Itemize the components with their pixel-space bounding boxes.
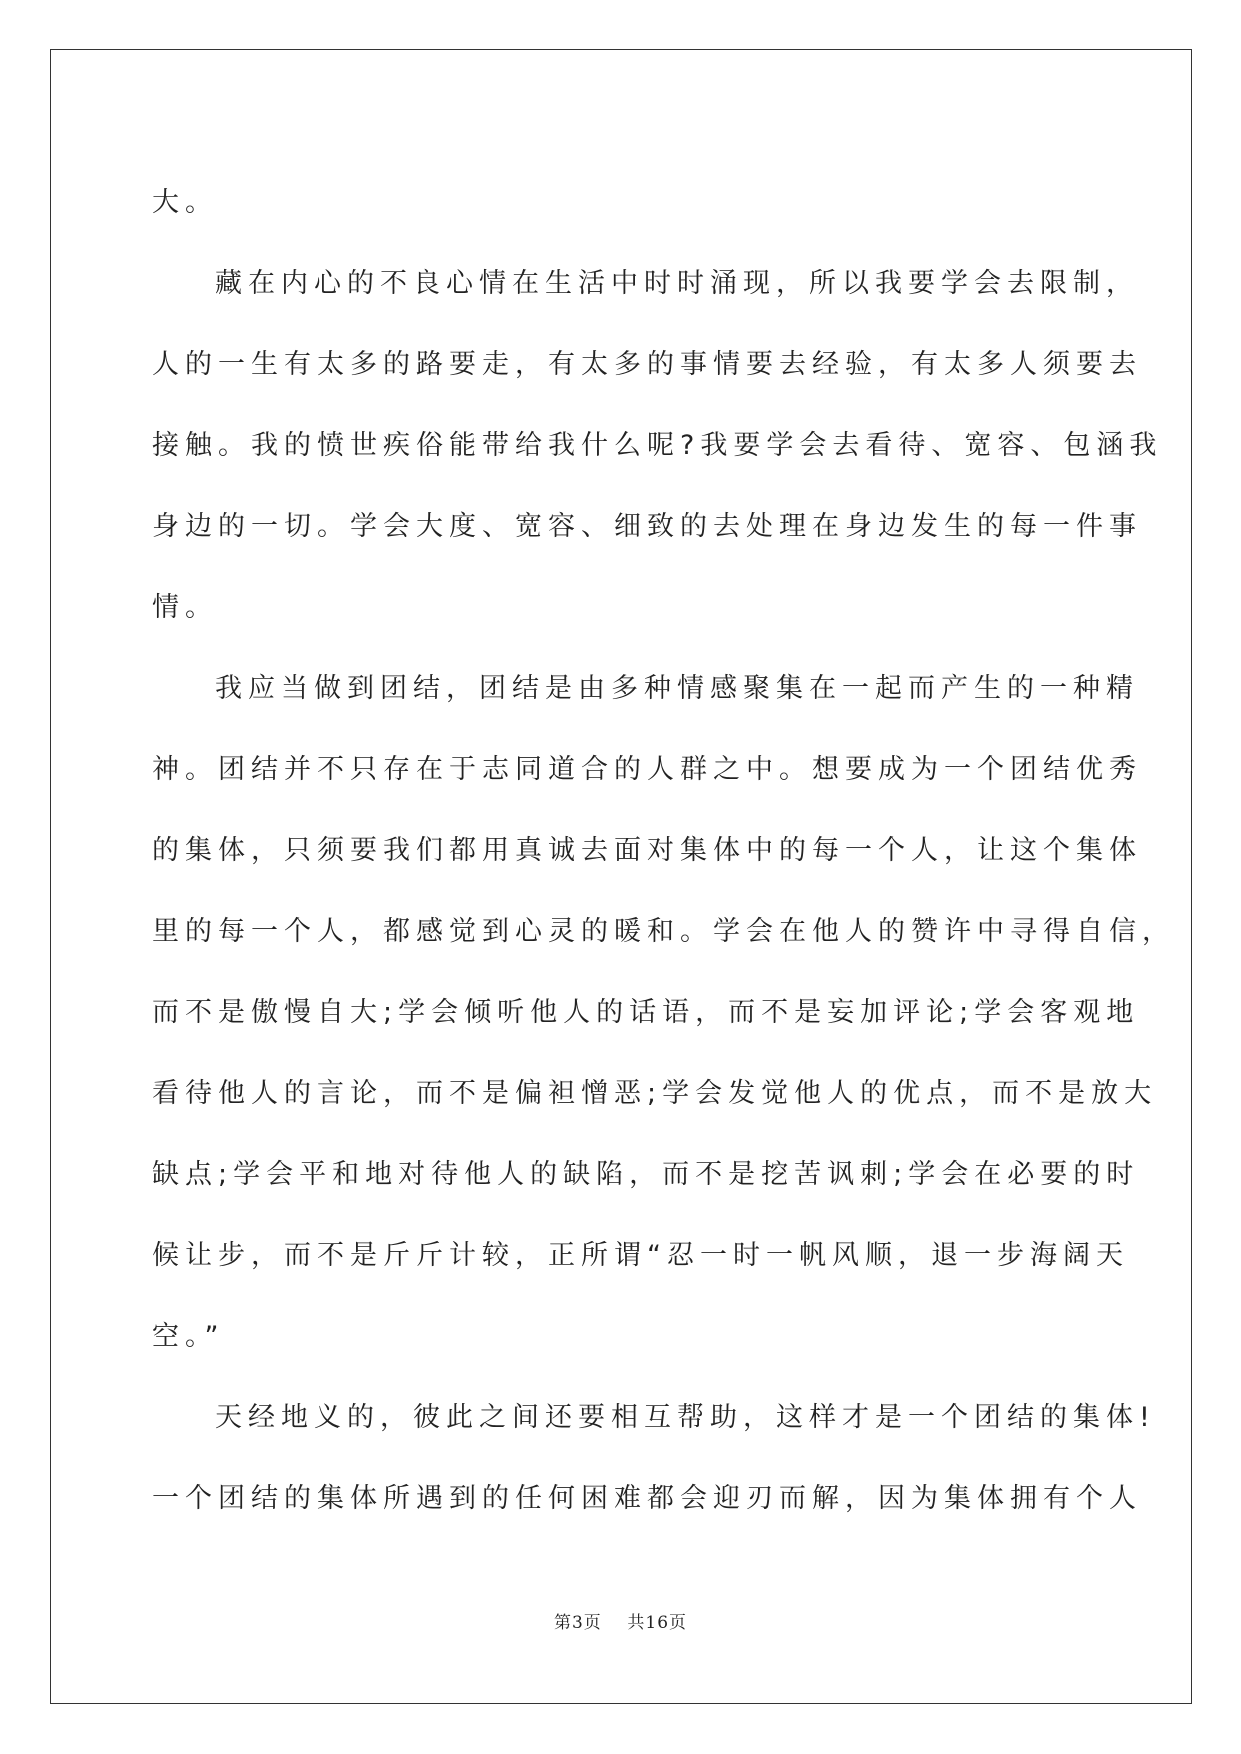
- text-line-8: 神。团结并不只存在于志同道合的人群之中。想要成为一个团结优秀: [152, 754, 1142, 785]
- text-line-12: 看待他人的言论，而不是偏袒憎恶;学会发觉他人的优点，而不是放大: [152, 1078, 1158, 1109]
- text-line-11: 而不是傲慢自大;学会倾听他人的话语，而不是妄加评论;学会客观地: [152, 997, 1140, 1028]
- text-line-1: 大。: [152, 187, 218, 218]
- page-footer: [0, 1608, 1241, 1633]
- text-line-17: 一个团结的集体所遇到的任何困难都会迎刃而解，因为集体拥有个人: [152, 1483, 1142, 1514]
- text-line-10: 里的每一个人，都感觉到心灵的暖和。学会在他人的赞许中寻得自信，: [152, 916, 1175, 947]
- text-line-9: 的集体，只须要我们都用真诚去面对集体中的每一个人，让这个集体: [152, 835, 1142, 866]
- text-line-3: 人的一生有太多的路要走，有太多的事情要去经验，有太多人须要去: [152, 349, 1142, 380]
- text-line-4: 接触。我的愤世疾俗能带给我什么呢?我要学会去看待、宽容、包涵我: [152, 430, 1163, 461]
- text-line-15: 空。”: [152, 1321, 225, 1352]
- text-line-16: 天经地义的，彼此之间还要相互帮助，这样才是一个团结的集体!: [215, 1402, 1156, 1433]
- text-line-14: 候让步，而不是斤斤计较，正所谓“忍一时一帆风顺，退一步海阔天: [152, 1240, 1129, 1271]
- text-line-13: 缺点;学会平和地对待他人的缺陷，而不是挖苦讽刺;学会在必要的时: [152, 1159, 1140, 1190]
- page-number: 第3页: [553, 1613, 602, 1633]
- text-line-7: 我应当做到团结，团结是由多种情感聚集在一起而产生的一种精: [215, 673, 1139, 704]
- text-line-5: 身边的一切。学会大度、宽容、细致的去处理在身边发生的每一件事: [152, 511, 1142, 542]
- text-line-6: 情。: [152, 592, 218, 623]
- text-line-2: 藏在内心的不良心情在生活中时时涌现，所以我要学会去限制，: [215, 268, 1139, 299]
- document-body: [152, 162, 1175, 1539]
- page-total: 共16页: [627, 1613, 688, 1633]
